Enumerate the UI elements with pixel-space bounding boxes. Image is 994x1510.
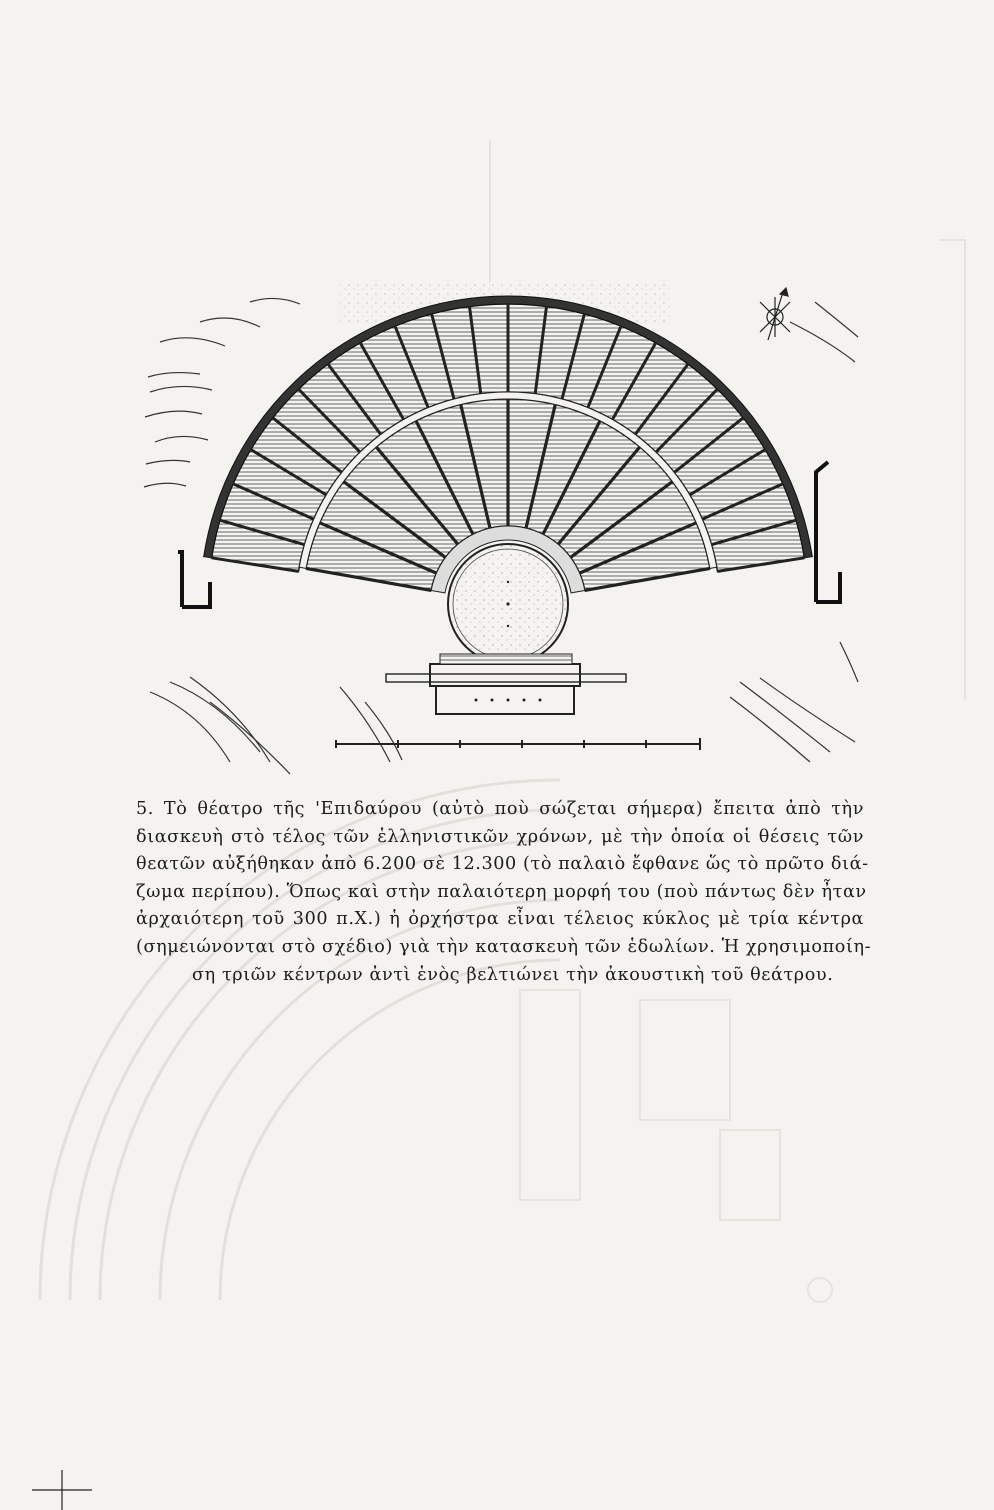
crop-mark-icon	[32, 1470, 92, 1510]
caption-line: ζωμα περίπου). Ὅπως καὶ στὴν παλαιότερη μορφή του (ποὺ πάντως δὲν ἦταν	[136, 881, 867, 902]
caption-line: διασκευὴ στὸ τέλος τῶν ἑλληνιστικῶν χρόνων, μὲ τὴν ὁποία οἱ θέσεις τῶν	[136, 826, 864, 847]
caption-line: θεατῶν αὐξήθηκαν ἀπὸ 6.200 σὲ 12.300 (τὸ παλαιὸ ἔφθανε ὥς τὸ πρῶτο διά-	[136, 854, 869, 875]
skene-building	[386, 654, 626, 714]
compass-rose-icon	[760, 288, 790, 340]
caption-line: ἀρχαιότερη τοῦ 300 π.Χ.) ἡ ὀρχήστρα εἶναι τέλειος κύκλος μὲ τρία κέντρα	[136, 909, 864, 930]
caption-line: 5. Τὸ θέατρο τῆς 'Επιδαύρου (αὐτὸ ποὺ σώζεται σήμερα) ἔπειτα ἀπὸ τὴν	[136, 799, 864, 819]
figure-caption	[136, 796, 872, 989]
theatre-plan-figure	[140, 282, 860, 782]
caption-line: (σημειώνονται στὸ σχέδιο) γιὰ τὴν κατασκευὴ τῶν ἑδωλίων. Ἡ χρησιμοποίη-	[136, 936, 872, 957]
scale-bar-icon	[336, 738, 700, 750]
caption-line: ση τριῶν κέντρων ἀντὶ ἑνὸς βελτιώνει τὴν ἀκουστικὴ τοῦ θεάτρου.	[192, 964, 834, 985]
orchestra-center-mark	[506, 602, 509, 605]
